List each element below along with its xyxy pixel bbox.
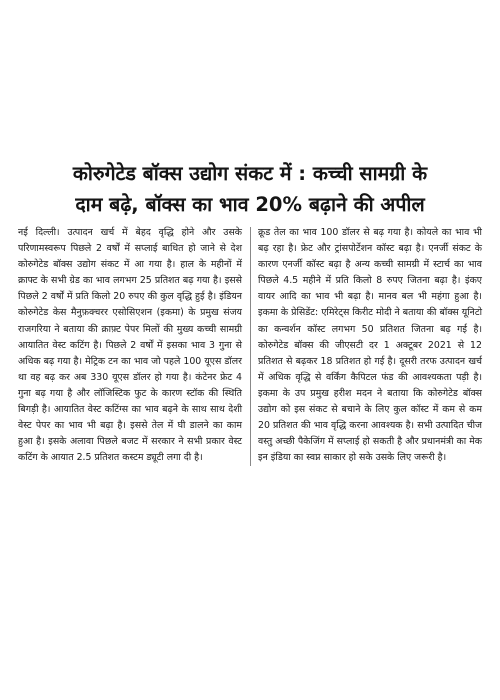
- headline-line-2: दाम बढ़े, बॉक्स का भाव 20% बढ़ाने की अपील: [75, 193, 425, 216]
- headline-line-1: कोरुगेटेड बॉक्स उद्योग संकट में : कच्ची सामग्री के: [72, 162, 428, 185]
- article-body: [18, 225, 482, 466]
- article-column-left: [18, 225, 242, 466]
- article-column-right: [258, 225, 482, 466]
- headline: [18, 158, 482, 220]
- article-paragraph-right: क्रूड तेल का भाव 100 डॉलर से बढ़ गया है। कोयले का भाव भी बढ़ रहा है। फ्रेट और ट्रांसपोर्टेशन कॉस्ट बढ़ा है। एनर्जी संकट के कारण एनर्जी कॉस्ट बढ़ा है अन्य कच्ची सामग्री में स्टार्च का भाव पिछले 4.5 महीने में प्रति किलो 8 रुपए जितना बढ़ा है। इंकए वायर आदि का भाव भी बढ़ा है। मानव बल भी महंगा हुआ है। इकमा के प्रेसिडेंट: एमिरेट्स किरीट मोदी ने बताया की बॉक्स यूनिटो का कन्वर्शन कॉस्ट लगभग 50 प्रतिशत जितना बढ़ गई है। कोरुगेटेड बॉक्स की जीएसटी दर 1 अक्टूबर 2021 से 12 प्रतिशत से बढ़कर 18 प्रतिशत हो गई है। दूसरी तरफ उत्पादन खर्च में अधिक वृद्धि से वर्किंग कैपिटल फंड की आवश्यकता पड़ी है। इकमा के उप प्रमुख हरीश मदन ने बताया कि कोरुगेटेड बॉक्स उद्योग को इस संकट से बचाने के लिए कुल कॉस्ट में कम से कम 20 प्रतिशत की भाव वृद्धि करना आवश्यक है। सभी उत्पादित चीज वस्तु अच्छी पैकेजिंग में सप्लाई हो सकती है और प्रधानमंत्री का मेक इन इंडिया का स्वप्न साकार हो सके उसके लिए जरूरी है।: [258, 227, 482, 464]
- article-paragraph-left: नई दिल्ली। उत्पादन खर्च में बेहद वृद्धि होने और उसके परिणामस्वरूप पिछले 2 वर्षों में सप्लाई बाधित हो जाने से देश कोरुगेटेड बॉक्स उद्योग संकट में आ गया है। हाल के महीनों में क्राफ्ट के सभी ग्रेड का भाव लगभग 25 प्रतिशत बढ़ गया है। इससे पिछले 2 वर्षों में प्रति किलो 20 रुपए की कुल वृद्धि हुई है। इंडियन कोरुगेटेड केस मैनुफ़क्चरर एसोसिएशन (इकमा) के प्रमुख संजय राजगरिया ने बताया की क्राफ़्ट पेपर मिलों की मुख्य कच्ची सामग्री आयातित वेस्ट कटिंग है। पिछले 2 वर्षों में इसका भाव 3 गुना से अधिक बढ़ गया है। मेट्रिक टन का भाव जो पहले 100 यूएस डॉलर था वह बढ़ कर अब 330 यूएस डॉलर हो गया है। कंटेनर फ्रेट 4 गुना बढ़ गया है और लॉजिस्टिक फुट के कारण स्टॉक की स्थिति बिगड़ी है। आयातित वेस्ट कटिंग्स का भाव बढ़ने के साथ साथ देशी वेस्ट पेपर का भाव भी बढ़ा है। इससे तेल में घी डालने का काम हुआ है। इसके अलावा पिछले बजट में सरकार ने सभी प्रकार वेस्ट कटिंग के आयात 2.5 प्रतिशत कस्टम ड्यूटी लगा दी है।: [18, 227, 242, 464]
- column-divider: [250, 227, 251, 466]
- news-article: [18, 158, 482, 466]
